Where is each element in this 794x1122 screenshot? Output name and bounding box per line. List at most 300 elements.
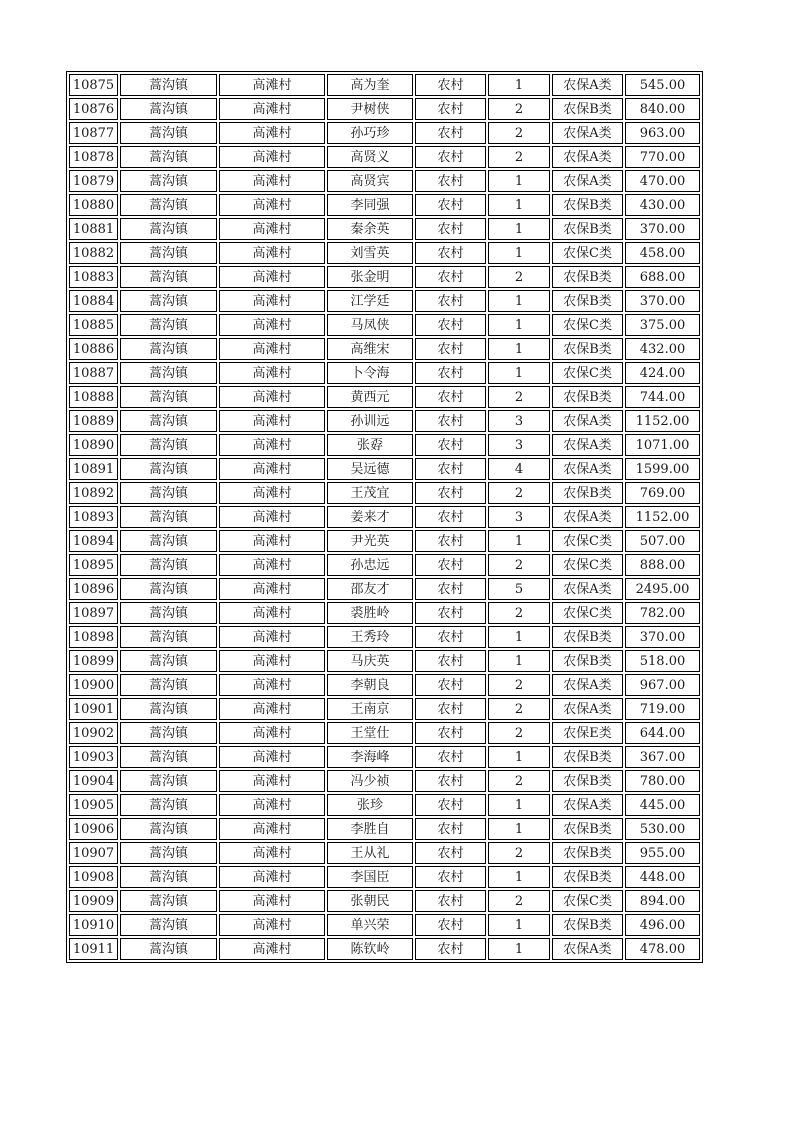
cell-amount: 894.00 bbox=[625, 890, 700, 912]
cell-record-id: 10906 bbox=[69, 818, 118, 840]
cell-amount: 719.00 bbox=[625, 698, 700, 720]
cell-town: 蒿沟镇 bbox=[120, 770, 217, 792]
table-row bbox=[69, 98, 700, 120]
cell-town: 蒿沟镇 bbox=[120, 386, 217, 408]
cell-town: 蒿沟镇 bbox=[120, 626, 217, 648]
cell-residence-type: 农村 bbox=[415, 362, 486, 384]
cell-town: 蒿沟镇 bbox=[120, 458, 217, 480]
cell-village: 高滩村 bbox=[219, 482, 325, 504]
cell-town: 蒿沟镇 bbox=[120, 746, 217, 768]
cell-insurance-category: 农保A类 bbox=[552, 170, 623, 192]
cell-town: 蒿沟镇 bbox=[120, 938, 217, 960]
cell-person-count: 2 bbox=[488, 98, 550, 120]
cell-residence-type: 农村 bbox=[415, 650, 486, 672]
cell-residence-type: 农村 bbox=[415, 818, 486, 840]
cell-person-name: 高贤宾 bbox=[327, 170, 413, 192]
table-row bbox=[69, 506, 700, 528]
cell-village: 高滩村 bbox=[219, 242, 325, 264]
cell-person-count: 5 bbox=[488, 578, 550, 600]
cell-insurance-category: 农保B类 bbox=[552, 482, 623, 504]
cell-record-id: 10898 bbox=[69, 626, 118, 648]
cell-person-count: 1 bbox=[488, 794, 550, 816]
cell-village: 高滩村 bbox=[219, 722, 325, 744]
cell-amount: 530.00 bbox=[625, 818, 700, 840]
table-row bbox=[69, 938, 700, 960]
cell-amount: 478.00 bbox=[625, 938, 700, 960]
cell-insurance-category: 农保B类 bbox=[552, 914, 623, 936]
cell-residence-type: 农村 bbox=[415, 746, 486, 768]
cell-person-count: 2 bbox=[488, 482, 550, 504]
cell-insurance-category: 农保C类 bbox=[552, 890, 623, 912]
cell-insurance-category: 农保B类 bbox=[552, 266, 623, 288]
cell-village: 高滩村 bbox=[219, 674, 325, 696]
cell-person-count: 1 bbox=[488, 170, 550, 192]
cell-insurance-category: 农保C类 bbox=[552, 530, 623, 552]
cell-record-id: 10894 bbox=[69, 530, 118, 552]
cell-village: 高滩村 bbox=[219, 338, 325, 360]
cell-residence-type: 农村 bbox=[415, 386, 486, 408]
cell-village: 高滩村 bbox=[219, 602, 325, 624]
cell-amount: 430.00 bbox=[625, 194, 700, 216]
table-row bbox=[69, 410, 700, 432]
cell-person-name: 李胜自 bbox=[327, 818, 413, 840]
cell-town: 蒿沟镇 bbox=[120, 218, 217, 240]
cell-record-id: 10890 bbox=[69, 434, 118, 456]
cell-person-count: 2 bbox=[488, 842, 550, 864]
cell-insurance-category: 农保C类 bbox=[552, 242, 623, 264]
table-row bbox=[69, 818, 700, 840]
cell-person-name: 王南京 bbox=[327, 698, 413, 720]
table-row bbox=[69, 554, 700, 576]
cell-person-name: 卜令海 bbox=[327, 362, 413, 384]
cell-town: 蒿沟镇 bbox=[120, 914, 217, 936]
cell-residence-type: 农村 bbox=[415, 242, 486, 264]
table-row bbox=[69, 266, 700, 288]
cell-record-id: 10875 bbox=[69, 74, 118, 96]
cell-insurance-category: 农保C类 bbox=[552, 314, 623, 336]
cell-village: 高滩村 bbox=[219, 746, 325, 768]
cell-record-id: 10893 bbox=[69, 506, 118, 528]
table-row bbox=[69, 218, 700, 240]
table-row bbox=[69, 146, 700, 168]
cell-person-count: 1 bbox=[488, 314, 550, 336]
cell-town: 蒿沟镇 bbox=[120, 602, 217, 624]
cell-insurance-category: 农保E类 bbox=[552, 722, 623, 744]
table-row bbox=[69, 362, 700, 384]
cell-village: 高滩村 bbox=[219, 530, 325, 552]
table-row bbox=[69, 674, 700, 696]
cell-village: 高滩村 bbox=[219, 98, 325, 120]
cell-amount: 448.00 bbox=[625, 866, 700, 888]
table-row bbox=[69, 914, 700, 936]
cell-village: 高滩村 bbox=[219, 938, 325, 960]
cell-village: 高滩村 bbox=[219, 218, 325, 240]
cell-record-id: 10910 bbox=[69, 914, 118, 936]
cell-town: 蒿沟镇 bbox=[120, 842, 217, 864]
cell-village: 高滩村 bbox=[219, 842, 325, 864]
table-row bbox=[69, 794, 700, 816]
cell-town: 蒿沟镇 bbox=[120, 242, 217, 264]
cell-town: 蒿沟镇 bbox=[120, 794, 217, 816]
cell-village: 高滩村 bbox=[219, 770, 325, 792]
cell-insurance-category: 农保A类 bbox=[552, 410, 623, 432]
cell-insurance-category: 农保A类 bbox=[552, 578, 623, 600]
cell-person-name: 高为奎 bbox=[327, 74, 413, 96]
cell-amount: 545.00 bbox=[625, 74, 700, 96]
cell-town: 蒿沟镇 bbox=[120, 362, 217, 384]
table-row bbox=[69, 290, 700, 312]
cell-amount: 744.00 bbox=[625, 386, 700, 408]
cell-residence-type: 农村 bbox=[415, 194, 486, 216]
cell-town: 蒿沟镇 bbox=[120, 98, 217, 120]
cell-village: 高滩村 bbox=[219, 74, 325, 96]
cell-village: 高滩村 bbox=[219, 266, 325, 288]
cell-residence-type: 农村 bbox=[415, 122, 486, 144]
cell-insurance-category: 农保C类 bbox=[552, 554, 623, 576]
cell-amount: 2495.00 bbox=[625, 578, 700, 600]
table-row bbox=[69, 170, 700, 192]
cell-record-id: 10879 bbox=[69, 170, 118, 192]
cell-person-count: 2 bbox=[488, 122, 550, 144]
cell-record-id: 10889 bbox=[69, 410, 118, 432]
cell-residence-type: 农村 bbox=[415, 146, 486, 168]
table-row bbox=[69, 770, 700, 792]
cell-person-name: 孙巧珍 bbox=[327, 122, 413, 144]
cell-amount: 424.00 bbox=[625, 362, 700, 384]
table-row bbox=[69, 386, 700, 408]
cell-person-count: 2 bbox=[488, 890, 550, 912]
cell-record-id: 10884 bbox=[69, 290, 118, 312]
cell-residence-type: 农村 bbox=[415, 866, 486, 888]
cell-person-count: 1 bbox=[488, 194, 550, 216]
cell-village: 高滩村 bbox=[219, 914, 325, 936]
cell-insurance-category: 农保B类 bbox=[552, 338, 623, 360]
cell-record-id: 10892 bbox=[69, 482, 118, 504]
cell-person-name: 邵友才 bbox=[327, 578, 413, 600]
cell-person-count: 1 bbox=[488, 866, 550, 888]
cell-person-count: 1 bbox=[488, 914, 550, 936]
cell-village: 高滩村 bbox=[219, 554, 325, 576]
cell-record-id: 10902 bbox=[69, 722, 118, 744]
cell-village: 高滩村 bbox=[219, 362, 325, 384]
table-row bbox=[69, 866, 700, 888]
cell-residence-type: 农村 bbox=[415, 170, 486, 192]
cell-residence-type: 农村 bbox=[415, 266, 486, 288]
cell-person-count: 2 bbox=[488, 554, 550, 576]
cell-town: 蒿沟镇 bbox=[120, 434, 217, 456]
cell-record-id: 10877 bbox=[69, 122, 118, 144]
cell-residence-type: 农村 bbox=[415, 410, 486, 432]
cell-amount: 445.00 bbox=[625, 794, 700, 816]
cell-amount: 1071.00 bbox=[625, 434, 700, 456]
cell-town: 蒿沟镇 bbox=[120, 866, 217, 888]
cell-town: 蒿沟镇 bbox=[120, 506, 217, 528]
cell-town: 蒿沟镇 bbox=[120, 290, 217, 312]
cell-person-count: 2 bbox=[488, 386, 550, 408]
cell-record-id: 10885 bbox=[69, 314, 118, 336]
cell-person-count: 1 bbox=[488, 746, 550, 768]
cell-record-id: 10907 bbox=[69, 842, 118, 864]
cell-insurance-category: 农保A类 bbox=[552, 122, 623, 144]
cell-village: 高滩村 bbox=[219, 146, 325, 168]
cell-person-name: 单兴荣 bbox=[327, 914, 413, 936]
cell-town: 蒿沟镇 bbox=[120, 122, 217, 144]
cell-person-name: 尹光英 bbox=[327, 530, 413, 552]
cell-person-name: 王秀玲 bbox=[327, 626, 413, 648]
cell-person-name: 张孬 bbox=[327, 434, 413, 456]
cell-town: 蒿沟镇 bbox=[120, 698, 217, 720]
cell-person-name: 李朝良 bbox=[327, 674, 413, 696]
cell-person-name: 黄西元 bbox=[327, 386, 413, 408]
cell-amount: 370.00 bbox=[625, 626, 700, 648]
cell-person-name: 陈钦岭 bbox=[327, 938, 413, 960]
cell-amount: 507.00 bbox=[625, 530, 700, 552]
cell-person-name: 张朝民 bbox=[327, 890, 413, 912]
cell-village: 高滩村 bbox=[219, 122, 325, 144]
cell-person-count: 4 bbox=[488, 458, 550, 480]
cell-person-name: 秦余英 bbox=[327, 218, 413, 240]
cell-insurance-category: 农保B类 bbox=[552, 818, 623, 840]
table-row bbox=[69, 194, 700, 216]
cell-person-name: 江学廷 bbox=[327, 290, 413, 312]
cell-town: 蒿沟镇 bbox=[120, 410, 217, 432]
cell-insurance-category: 农保A类 bbox=[552, 434, 623, 456]
cell-town: 蒿沟镇 bbox=[120, 146, 217, 168]
cell-amount: 370.00 bbox=[625, 218, 700, 240]
cell-record-id: 10911 bbox=[69, 938, 118, 960]
cell-village: 高滩村 bbox=[219, 314, 325, 336]
cell-person-name: 王从礼 bbox=[327, 842, 413, 864]
cell-amount: 1152.00 bbox=[625, 410, 700, 432]
cell-insurance-category: 农保A类 bbox=[552, 674, 623, 696]
cell-person-name: 裘胜岭 bbox=[327, 602, 413, 624]
cell-person-count: 1 bbox=[488, 626, 550, 648]
cell-town: 蒿沟镇 bbox=[120, 74, 217, 96]
cell-person-count: 2 bbox=[488, 146, 550, 168]
cell-insurance-category: 农保A类 bbox=[552, 938, 623, 960]
cell-person-name: 李海峰 bbox=[327, 746, 413, 768]
cell-amount: 458.00 bbox=[625, 242, 700, 264]
cell-person-name: 张金明 bbox=[327, 266, 413, 288]
cell-residence-type: 农村 bbox=[415, 458, 486, 480]
cell-insurance-category: 农保C类 bbox=[552, 602, 623, 624]
cell-person-count: 2 bbox=[488, 266, 550, 288]
cell-village: 高滩村 bbox=[219, 194, 325, 216]
cell-insurance-category: 农保A类 bbox=[552, 794, 623, 816]
cell-record-id: 10901 bbox=[69, 698, 118, 720]
cell-record-id: 10895 bbox=[69, 554, 118, 576]
cell-amount: 780.00 bbox=[625, 770, 700, 792]
cell-record-id: 10878 bbox=[69, 146, 118, 168]
cell-record-id: 10888 bbox=[69, 386, 118, 408]
cell-residence-type: 农村 bbox=[415, 698, 486, 720]
cell-village: 高滩村 bbox=[219, 698, 325, 720]
cell-residence-type: 农村 bbox=[415, 314, 486, 336]
cell-record-id: 10883 bbox=[69, 266, 118, 288]
cell-record-id: 10897 bbox=[69, 602, 118, 624]
cell-residence-type: 农村 bbox=[415, 602, 486, 624]
cell-village: 高滩村 bbox=[219, 458, 325, 480]
cell-amount: 1599.00 bbox=[625, 458, 700, 480]
cell-person-count: 2 bbox=[488, 698, 550, 720]
cell-residence-type: 农村 bbox=[415, 98, 486, 120]
cell-amount: 370.00 bbox=[625, 290, 700, 312]
cell-village: 高滩村 bbox=[219, 290, 325, 312]
cell-residence-type: 农村 bbox=[415, 794, 486, 816]
cell-town: 蒿沟镇 bbox=[120, 194, 217, 216]
cell-record-id: 10903 bbox=[69, 746, 118, 768]
records-table-body bbox=[69, 74, 700, 960]
cell-insurance-category: 农保C类 bbox=[552, 362, 623, 384]
cell-amount: 963.00 bbox=[625, 122, 700, 144]
cell-insurance-category: 农保B类 bbox=[552, 290, 623, 312]
cell-record-id: 10891 bbox=[69, 458, 118, 480]
cell-person-count: 2 bbox=[488, 770, 550, 792]
cell-town: 蒿沟镇 bbox=[120, 530, 217, 552]
cell-person-count: 2 bbox=[488, 674, 550, 696]
cell-village: 高滩村 bbox=[219, 650, 325, 672]
cell-person-count: 1 bbox=[488, 362, 550, 384]
cell-amount: 769.00 bbox=[625, 482, 700, 504]
cell-person-name: 孙忠远 bbox=[327, 554, 413, 576]
cell-village: 高滩村 bbox=[219, 890, 325, 912]
cell-residence-type: 农村 bbox=[415, 530, 486, 552]
table-row bbox=[69, 482, 700, 504]
cell-residence-type: 农村 bbox=[415, 482, 486, 504]
cell-village: 高滩村 bbox=[219, 410, 325, 432]
cell-amount: 375.00 bbox=[625, 314, 700, 336]
cell-record-id: 10905 bbox=[69, 794, 118, 816]
cell-residence-type: 农村 bbox=[415, 842, 486, 864]
cell-person-count: 1 bbox=[488, 74, 550, 96]
cell-record-id: 10886 bbox=[69, 338, 118, 360]
cell-residence-type: 农村 bbox=[415, 338, 486, 360]
cell-residence-type: 农村 bbox=[415, 578, 486, 600]
cell-amount: 840.00 bbox=[625, 98, 700, 120]
cell-record-id: 10900 bbox=[69, 674, 118, 696]
cell-insurance-category: 农保B类 bbox=[552, 194, 623, 216]
cell-record-id: 10876 bbox=[69, 98, 118, 120]
cell-person-name: 高贤义 bbox=[327, 146, 413, 168]
cell-insurance-category: 农保B类 bbox=[552, 746, 623, 768]
cell-record-id: 10887 bbox=[69, 362, 118, 384]
cell-insurance-category: 农保A类 bbox=[552, 146, 623, 168]
cell-town: 蒿沟镇 bbox=[120, 482, 217, 504]
records-table bbox=[66, 71, 703, 963]
cell-town: 蒿沟镇 bbox=[120, 554, 217, 576]
cell-town: 蒿沟镇 bbox=[120, 650, 217, 672]
table-row bbox=[69, 650, 700, 672]
cell-amount: 496.00 bbox=[625, 914, 700, 936]
cell-insurance-category: 农保A类 bbox=[552, 698, 623, 720]
cell-amount: 644.00 bbox=[625, 722, 700, 744]
cell-amount: 955.00 bbox=[625, 842, 700, 864]
cell-insurance-category: 农保B类 bbox=[552, 626, 623, 648]
cell-person-name: 孙训远 bbox=[327, 410, 413, 432]
cell-record-id: 10908 bbox=[69, 866, 118, 888]
table-row bbox=[69, 338, 700, 360]
cell-person-count: 1 bbox=[488, 242, 550, 264]
cell-amount: 770.00 bbox=[625, 146, 700, 168]
cell-residence-type: 农村 bbox=[415, 626, 486, 648]
cell-person-count: 1 bbox=[488, 650, 550, 672]
cell-residence-type: 农村 bbox=[415, 290, 486, 312]
cell-person-count: 1 bbox=[488, 938, 550, 960]
table-row bbox=[69, 890, 700, 912]
cell-town: 蒿沟镇 bbox=[120, 170, 217, 192]
cell-amount: 432.00 bbox=[625, 338, 700, 360]
table-row bbox=[69, 746, 700, 768]
cell-residence-type: 农村 bbox=[415, 434, 486, 456]
table-row bbox=[69, 122, 700, 144]
table-row bbox=[69, 458, 700, 480]
cell-amount: 367.00 bbox=[625, 746, 700, 768]
cell-record-id: 10909 bbox=[69, 890, 118, 912]
cell-village: 高滩村 bbox=[219, 434, 325, 456]
cell-town: 蒿沟镇 bbox=[120, 674, 217, 696]
table-row bbox=[69, 74, 700, 96]
cell-person-count: 1 bbox=[488, 290, 550, 312]
table-row bbox=[69, 626, 700, 648]
cell-town: 蒿沟镇 bbox=[120, 722, 217, 744]
cell-record-id: 10881 bbox=[69, 218, 118, 240]
cell-record-id: 10899 bbox=[69, 650, 118, 672]
cell-person-name: 姜来才 bbox=[327, 506, 413, 528]
cell-village: 高滩村 bbox=[219, 386, 325, 408]
cell-village: 高滩村 bbox=[219, 578, 325, 600]
cell-insurance-category: 农保A类 bbox=[552, 506, 623, 528]
cell-residence-type: 农村 bbox=[415, 554, 486, 576]
cell-person-name: 冯少祯 bbox=[327, 770, 413, 792]
cell-village: 高滩村 bbox=[219, 866, 325, 888]
cell-amount: 967.00 bbox=[625, 674, 700, 696]
table-row bbox=[69, 578, 700, 600]
cell-residence-type: 农村 bbox=[415, 938, 486, 960]
cell-amount: 888.00 bbox=[625, 554, 700, 576]
cell-amount: 470.00 bbox=[625, 170, 700, 192]
cell-person-name: 李同强 bbox=[327, 194, 413, 216]
cell-person-count: 3 bbox=[488, 410, 550, 432]
cell-residence-type: 农村 bbox=[415, 218, 486, 240]
cell-town: 蒿沟镇 bbox=[120, 266, 217, 288]
cell-residence-type: 农村 bbox=[415, 506, 486, 528]
cell-insurance-category: 农保B类 bbox=[552, 218, 623, 240]
cell-person-count: 2 bbox=[488, 602, 550, 624]
cell-person-name: 马凤侠 bbox=[327, 314, 413, 336]
table-row bbox=[69, 602, 700, 624]
cell-person-name: 马庆英 bbox=[327, 650, 413, 672]
cell-person-name: 王堂仕 bbox=[327, 722, 413, 744]
cell-insurance-category: 农保B类 bbox=[552, 650, 623, 672]
cell-person-name: 高维宋 bbox=[327, 338, 413, 360]
cell-insurance-category: 农保B类 bbox=[552, 842, 623, 864]
cell-insurance-category: 农保A类 bbox=[552, 74, 623, 96]
cell-record-id: 10882 bbox=[69, 242, 118, 264]
cell-insurance-category: 农保A类 bbox=[552, 458, 623, 480]
cell-village: 高滩村 bbox=[219, 818, 325, 840]
cell-person-name: 吴远德 bbox=[327, 458, 413, 480]
cell-person-name: 张珍 bbox=[327, 794, 413, 816]
cell-village: 高滩村 bbox=[219, 506, 325, 528]
cell-person-count: 1 bbox=[488, 818, 550, 840]
cell-record-id: 10880 bbox=[69, 194, 118, 216]
table-row bbox=[69, 722, 700, 744]
cell-insurance-category: 农保B类 bbox=[552, 770, 623, 792]
cell-person-count: 1 bbox=[488, 530, 550, 552]
cell-residence-type: 农村 bbox=[415, 74, 486, 96]
cell-town: 蒿沟镇 bbox=[120, 314, 217, 336]
cell-residence-type: 农村 bbox=[415, 770, 486, 792]
